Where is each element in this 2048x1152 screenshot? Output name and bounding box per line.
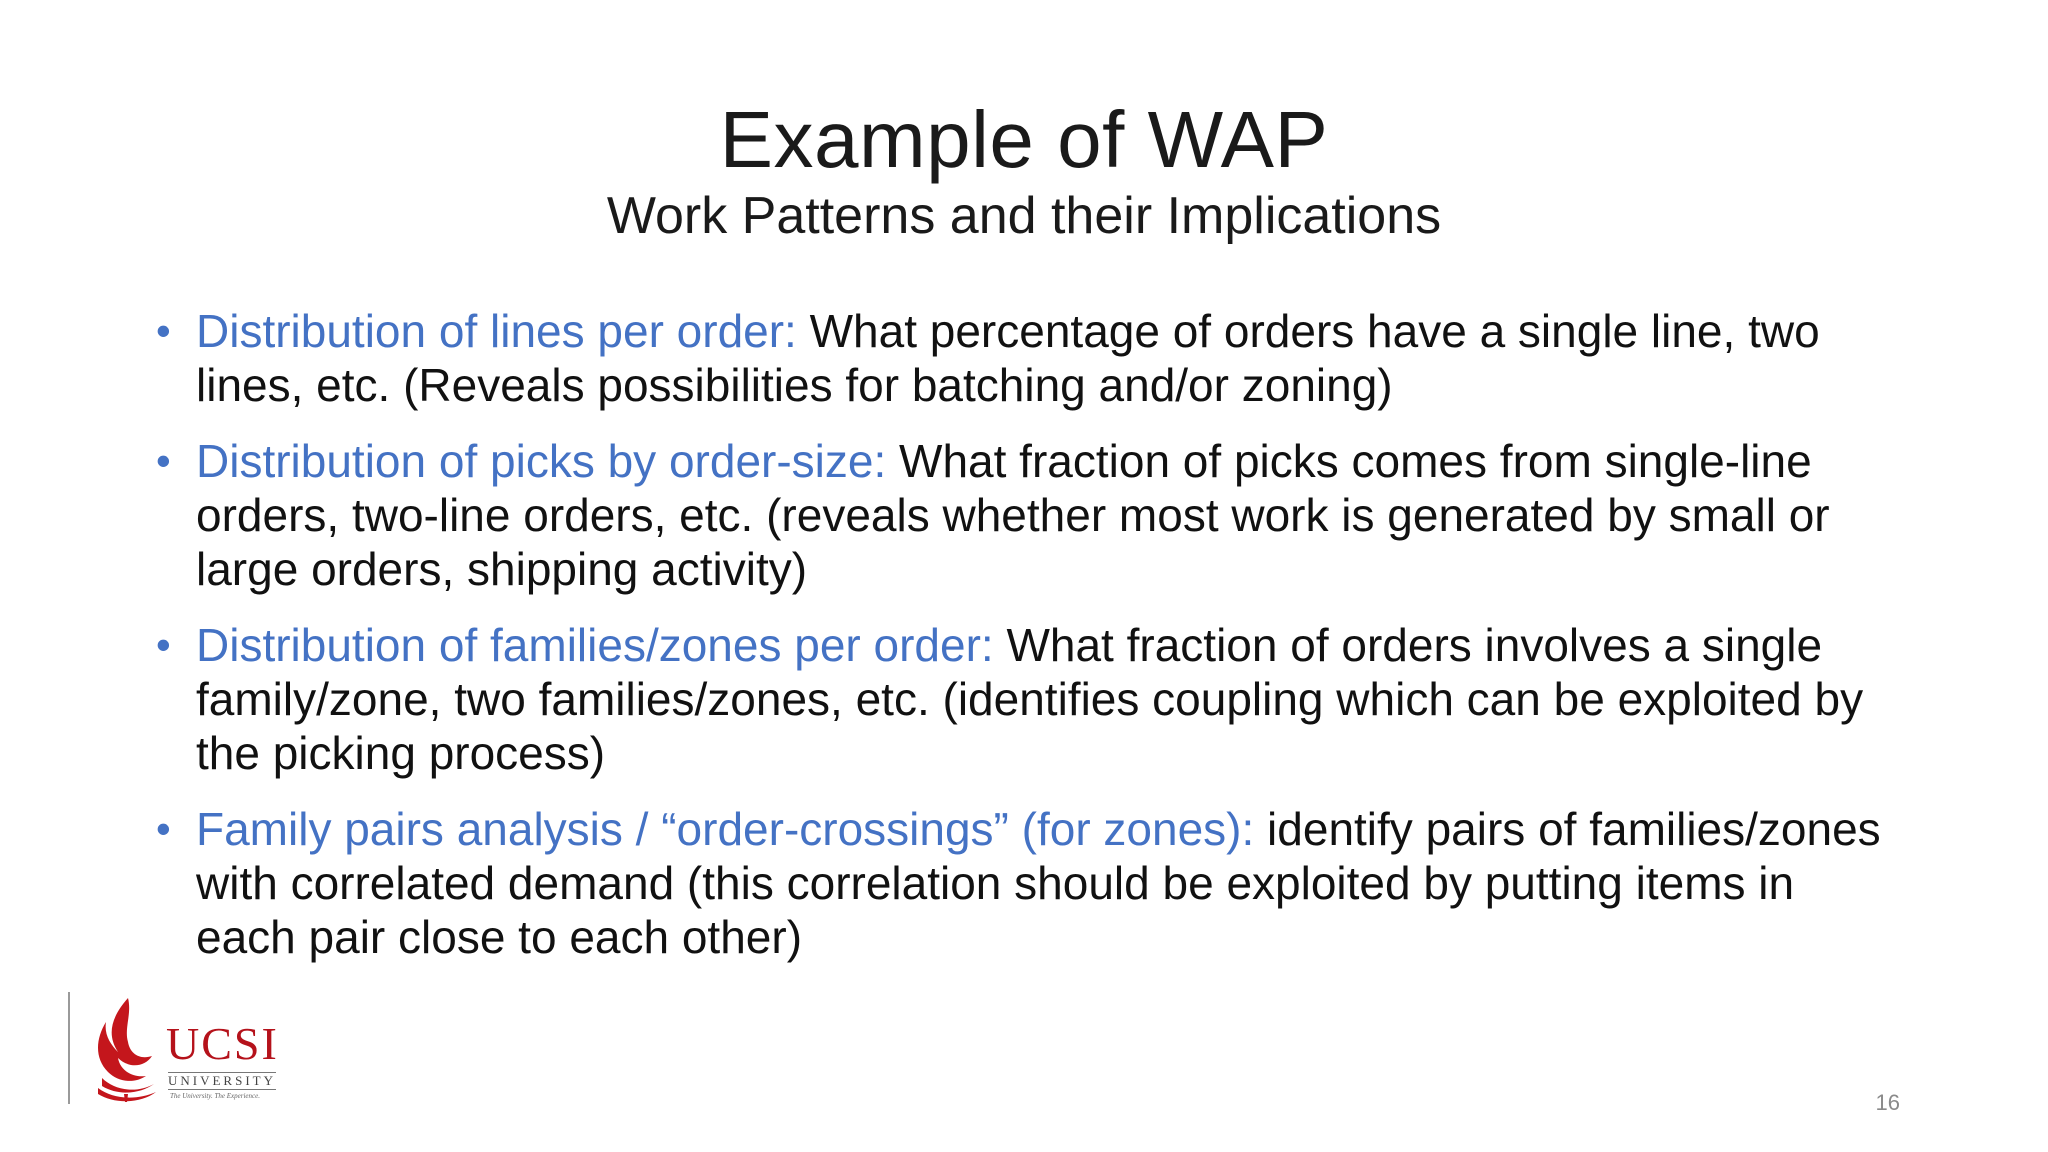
bullet-list — [150, 304, 1890, 986]
page-number: 16 — [1875, 1090, 1900, 1115]
bullet-term: Distribution of lines per order: — [196, 305, 797, 357]
bullet-icon: • — [156, 805, 171, 852]
bullet-icon: • — [156, 621, 171, 668]
slide-title: Example of WAP — [719, 95, 1329, 184]
bullet-item — [150, 304, 1890, 412]
bullet-item — [150, 618, 1890, 780]
bullet-text: What percentage of orders have a single line, two lines, etc. (Reveals possibilities for batching and/or zoning) — [196, 305, 1820, 411]
bullet-icon: • — [156, 437, 171, 484]
university-logo — [68, 992, 310, 1104]
bullet-text: What fraction of picks comes from single-line orders, two-line orders, etc. (reveals whether most work is generated by small or large orders, shipping activity) — [196, 435, 1830, 595]
bullet-icon: • — [156, 307, 171, 354]
slide-subtitle: Work Patterns and their Implications — [606, 187, 1442, 245]
bullet-term: Distribution of picks by order-size: — [196, 435, 887, 487]
bullet-text: What fraction of orders involves a single family/zone, two families/zones, etc. (identifies coupling which can be exploited by the picking process) — [196, 619, 1864, 779]
bullet-item — [150, 802, 1890, 964]
bullet-term: Distribution of families/zones per order: — [196, 619, 994, 671]
logo-tagline: The University. The Experience. — [170, 1092, 261, 1100]
logo-name: UCSI — [166, 1018, 279, 1069]
logo-subtitle: UNIVERSITY — [168, 1073, 276, 1088]
bullet-term: Family pairs analysis / “order-crossings” (for zones): — [196, 803, 1255, 855]
bullet-text: identify pairs of families/zones with correlated demand (this correlation should be exploited by putting items in each pair close to each other) — [196, 803, 1881, 963]
flame-icon — [84, 994, 164, 1102]
bullet-item — [150, 434, 1890, 596]
